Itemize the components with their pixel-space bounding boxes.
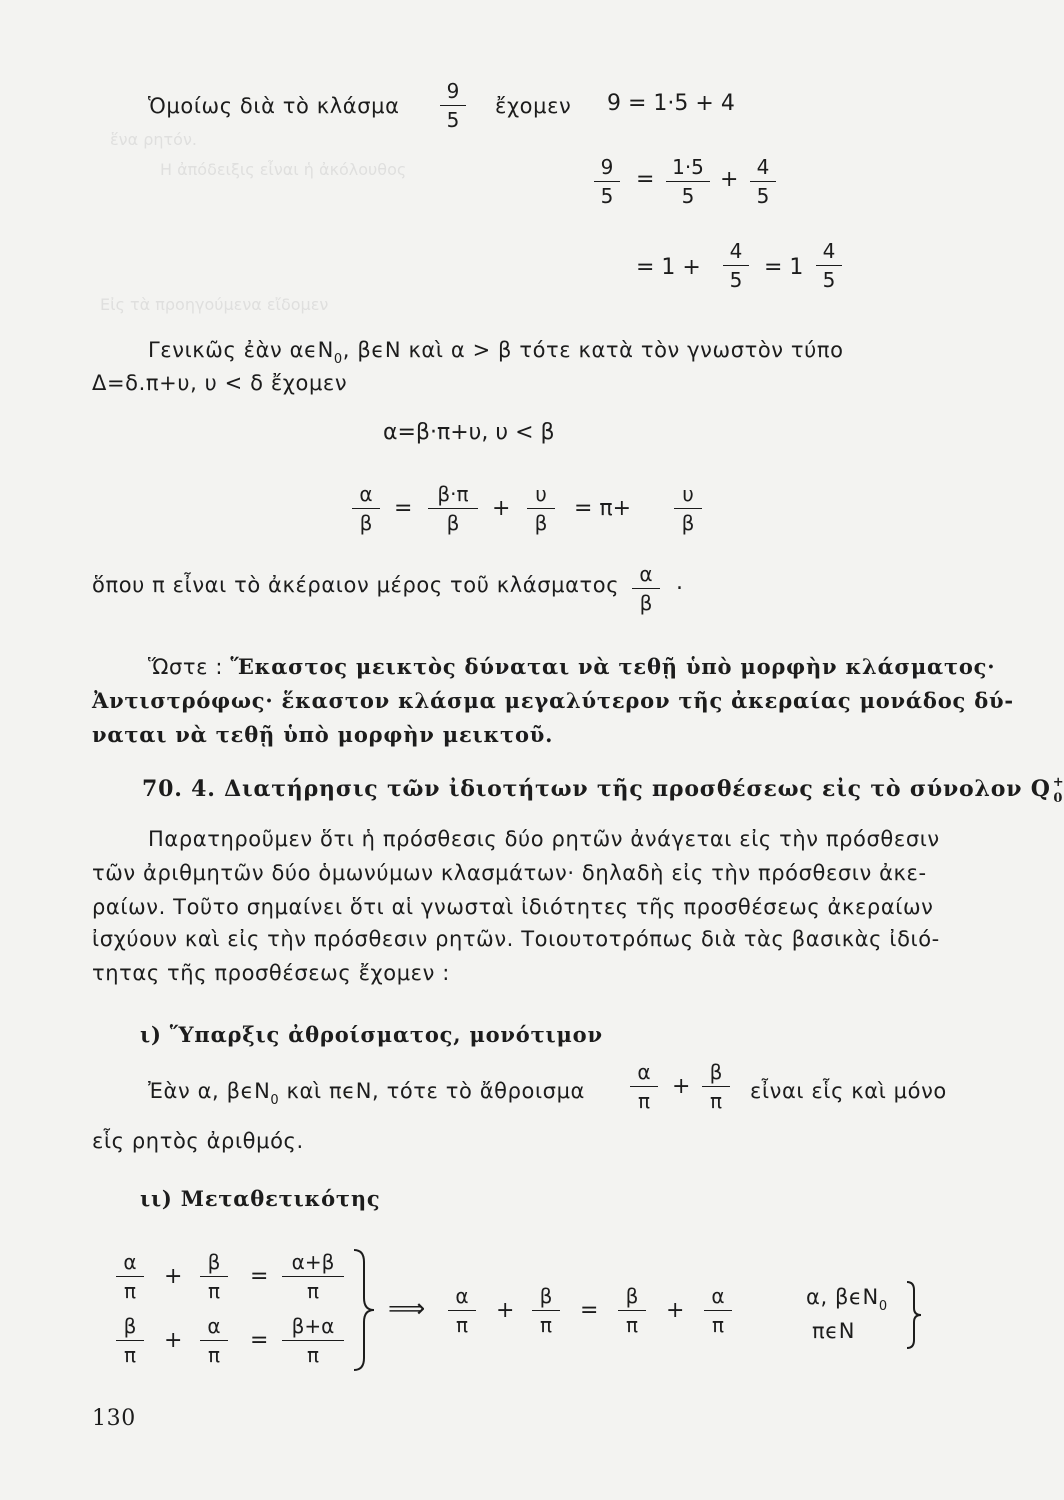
numerator: υ: [535, 482, 547, 506]
numerator: α: [637, 1060, 651, 1084]
fraction: [116, 1314, 144, 1367]
fraction: [200, 1250, 228, 1303]
plus-sign: +: [496, 1298, 515, 1323]
denominator: β: [534, 511, 548, 535]
plus-sign: +: [164, 1328, 183, 1353]
numerator: 4: [822, 239, 836, 263]
numerator: β: [625, 1284, 639, 1308]
numerator: α+β: [291, 1250, 335, 1274]
right-brace: [350, 1248, 380, 1372]
numerator: 9: [600, 155, 614, 179]
denominator: π: [123, 1343, 137, 1367]
fraction-bar: [428, 508, 478, 509]
conclusion-label: Ὥστε :: [148, 655, 231, 679]
fraction: [618, 1284, 646, 1337]
condition-line: [806, 1284, 888, 1314]
fraction-bar: [532, 1310, 560, 1311]
denominator: π: [306, 1343, 320, 1367]
numerator: β: [207, 1250, 221, 1274]
paragraph-line: τῶν ἀριθμητῶν δύο ὁμωνύμων κλασμάτων· δηλαδὴ εἰς τὴν πρόσθεσιν ἀκε-: [92, 861, 927, 885]
denominator: 5: [729, 268, 743, 292]
fraction-bar: [440, 105, 466, 106]
numerator: 9: [446, 79, 460, 103]
subheading-commutativity: ιι) Μεταθετικότης: [140, 1186, 381, 1211]
numerator: α: [455, 1284, 469, 1308]
mixed-number-prefix: = 1 +: [636, 255, 701, 280]
fraction: [532, 1284, 560, 1337]
fraction-bar: [816, 265, 842, 266]
fraction: [666, 155, 710, 208]
numerator: α: [711, 1284, 725, 1308]
equals-sign: =: [250, 1264, 269, 1289]
subscript: 0: [333, 352, 343, 367]
fraction: [282, 1314, 344, 1367]
conclusion-line: ναται νὰ τεθῇ ὑπὸ μορφὴν μεικτοῦ.: [92, 722, 554, 747]
general-statement: [148, 337, 844, 367]
plus-sign: +: [492, 496, 511, 521]
plus-sign: +: [672, 1074, 691, 1099]
subheading-existence: ι) Ὕπαρξις ἀθροίσματος, μονότιμον: [140, 1022, 603, 1047]
fraction: [702, 1060, 730, 1113]
denominator: β: [639, 591, 653, 615]
denominator: π: [539, 1313, 553, 1337]
fraction-bar: [282, 1340, 344, 1341]
fraction-bar: [704, 1310, 732, 1311]
if-statement-end: εἶναι εἷς καὶ μόνο: [750, 1079, 947, 1103]
fraction-9-5: [440, 79, 466, 132]
main-equation: α=β·π+υ, υ < β: [383, 420, 555, 445]
numerator: υ: [682, 482, 694, 506]
equals-sign: =: [394, 496, 413, 521]
fraction-bar: [674, 508, 702, 509]
fraction-bar: [666, 181, 710, 182]
paragraph-line: Παρατηροῦμεν ὅτι ἡ πρόσθεσις δύο ρητῶν ἀνάγεται εἰς τὴν πρόσθεσιν: [148, 827, 940, 851]
mixed-number-mid: = 1: [764, 255, 804, 280]
denominator: π: [637, 1089, 651, 1113]
numerator: α: [639, 562, 653, 586]
numerator: 4: [756, 155, 770, 179]
denominator: π: [207, 1279, 221, 1303]
general-text-rest: , βϵN καὶ α > β τότε κατὰ τὸν γνωστὸν τύπο: [342, 338, 844, 362]
equals-sign: =: [580, 1298, 599, 1323]
implies-arrow: ⟹: [388, 1294, 426, 1324]
denominator: β: [359, 511, 373, 535]
numerator: α: [123, 1250, 137, 1274]
denominator: 5: [822, 268, 836, 292]
period: .: [676, 570, 683, 595]
paragraph-line: τητας τῆς προσθέσεως ἔχομεν :: [92, 961, 450, 985]
fraction: [630, 1060, 658, 1113]
fraction: [448, 1284, 476, 1337]
numerator: β: [709, 1060, 723, 1084]
denominator: 5: [600, 184, 614, 208]
condition-line: πϵN: [812, 1319, 856, 1343]
numerator: β: [123, 1314, 137, 1338]
denominator: π: [207, 1343, 221, 1367]
denominator: π: [709, 1089, 723, 1113]
if-text: Ἐὰν α, βϵN: [148, 1079, 271, 1103]
fraction: [632, 562, 660, 615]
denominator: 5: [756, 184, 770, 208]
fraction-bar: [618, 1310, 646, 1311]
fraction: [723, 239, 749, 292]
fraction-bar: [352, 508, 380, 509]
paragraph-line: ἰσχύουν καὶ εἰς τὴν πρόσθεσιν ρητῶν. Τοιουτοτρόπως διὰ τὰς βασικὰς ἰδιό-: [92, 927, 940, 951]
fraction-bar: [448, 1310, 476, 1311]
conclusion-line: [148, 654, 995, 680]
denominator: π: [711, 1313, 725, 1337]
fraction-bar: [723, 265, 749, 266]
division-formula: Δ=δ.π+υ, υ < δ ἔχομεν: [92, 371, 348, 395]
bleed-through-text: ἕνα ρητόν.: [110, 130, 197, 149]
denominator: π: [123, 1279, 137, 1303]
fraction: [116, 1250, 144, 1303]
section-title: [142, 776, 1063, 806]
intro-text: Ὁμοίως διὰ τὸ κλάσμα: [148, 94, 400, 118]
if-statement: [148, 1078, 585, 1108]
fraction: [704, 1284, 732, 1337]
fraction-bar: [116, 1340, 144, 1341]
plus-sign: +: [720, 167, 739, 192]
fraction: [282, 1250, 344, 1303]
bleed-through-text: Εἰς τὰ προηγούμενα εἴδομεν: [100, 295, 329, 314]
denominator: β: [681, 511, 695, 535]
fraction: [352, 482, 380, 535]
fraction-bar: [702, 1086, 730, 1087]
section-title-text: 70. 4. Διατήρησις τῶν ἰδιοτήτων τῆς προσθέσεως εἰς τὸ σύνολον Q: [142, 776, 1051, 802]
fraction-bar: [200, 1276, 228, 1277]
conclusion-line: Ἀντιστρόφως· ἕκαστον κλάσμα μεγαλύτερον τῆς ἀκεραίας μονάδος δύ-: [92, 688, 1014, 713]
fraction: [816, 239, 842, 292]
general-text: Γενικῶς ἐὰν αϵN: [148, 338, 334, 362]
equals-sign: =: [636, 167, 655, 192]
if-text-rest: καὶ πϵN, τότε τὸ ἄθροισμα: [279, 1079, 585, 1103]
subscript: 0: [270, 1093, 280, 1108]
fraction: [674, 482, 702, 535]
fraction-bar: [527, 508, 555, 509]
denominator: π: [306, 1279, 320, 1303]
denominator: π: [625, 1313, 639, 1337]
fraction: [200, 1314, 228, 1367]
right-brace: [904, 1280, 926, 1350]
fraction-bar: [116, 1276, 144, 1277]
numerator: α: [207, 1314, 221, 1338]
numerator: β·π: [437, 482, 469, 506]
numerator: 4: [729, 239, 743, 263]
division-equation: 9 = 1·5 + 4: [607, 91, 735, 116]
where-text: ὅπου π εἶναι τὸ ἀκέραιον μέρος τοῦ κλάσματος: [92, 573, 620, 597]
fraction: [428, 482, 478, 535]
intro-line: [148, 93, 400, 119]
denominator: β: [446, 511, 460, 535]
subscript: 0: [878, 1299, 888, 1314]
fraction-bar: [594, 181, 620, 182]
plus-sign: +: [666, 1298, 685, 1323]
fraction-bar: [630, 1086, 658, 1087]
denominator: π: [455, 1313, 469, 1337]
condition-text: α, βϵN: [806, 1285, 879, 1309]
numerator: α: [359, 482, 373, 506]
numerator: β: [539, 1284, 553, 1308]
fraction: [527, 482, 555, 535]
rational-number-text: εἷς ρητὸς ἀριθμός.: [92, 1129, 304, 1153]
numerator: 1·5: [672, 155, 704, 179]
conclusion-bold: Ἕκαστος μεικτὸς δύναται νὰ τεθῇ ὑπὸ μορφὴν κλάσματος·: [230, 654, 996, 679]
fraction: [594, 155, 620, 208]
fraction-bar: [750, 181, 776, 182]
page-number: 130: [92, 1406, 136, 1431]
fraction-bar: [200, 1340, 228, 1341]
echomen-text: ἔχομεν: [495, 94, 572, 118]
equals-sign: =: [250, 1328, 269, 1353]
plus-sign: +: [164, 1264, 183, 1289]
fraction-bar: [632, 588, 660, 589]
superscript: +: [1052, 775, 1064, 790]
denominator: 5: [681, 184, 695, 208]
fraction: [750, 155, 776, 208]
paragraph-line: ραίων. Τοῦτο σημαίνει ὅτι αἱ γνωσταὶ ἰδιότητες τῆς προσθέσεως ἀκεραίων: [92, 895, 934, 919]
fraction-bar: [282, 1276, 344, 1277]
numerator: β+α: [291, 1314, 335, 1338]
denominator: 5: [446, 108, 460, 132]
subscript: 0: [1053, 791, 1064, 806]
bleed-through-text: Η ἀπόδειξις εἶναι ἡ ἀκόλουθος: [160, 160, 407, 179]
equals-pi-plus: = π+: [574, 496, 632, 521]
